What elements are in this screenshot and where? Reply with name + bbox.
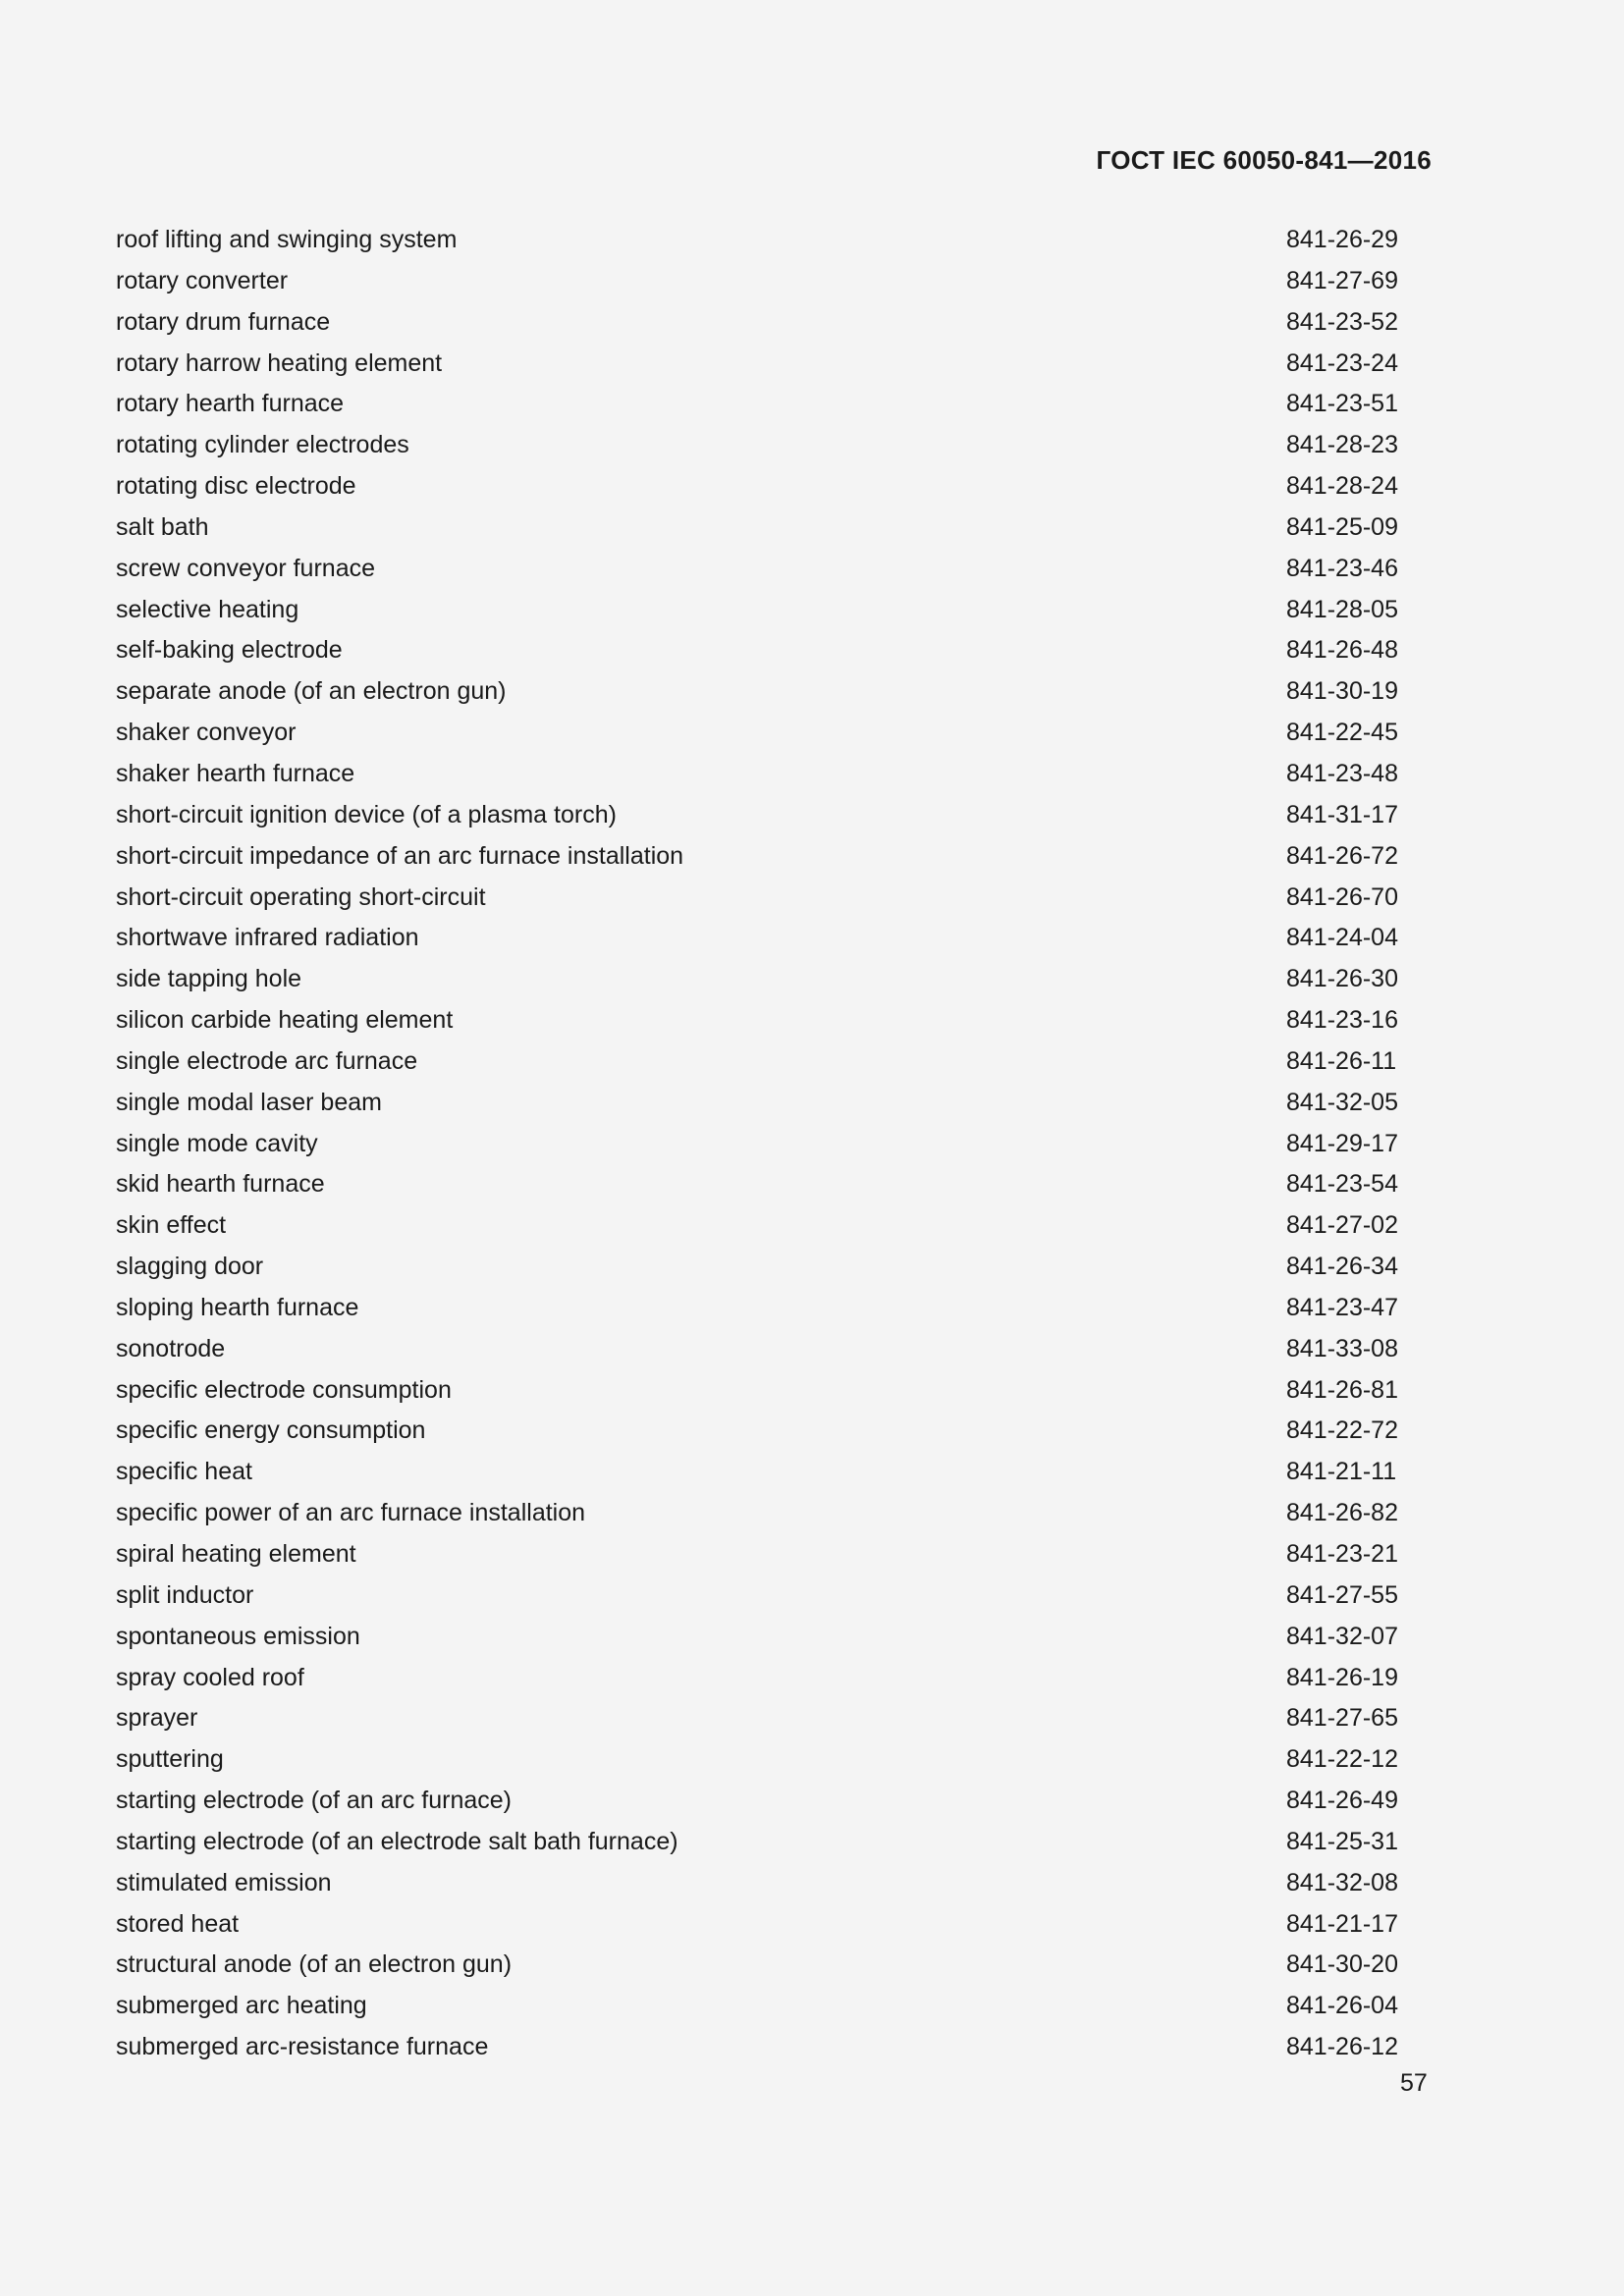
index-entry	[116, 1698, 1400, 1739]
index-entry	[116, 1370, 1400, 1412]
index-entry	[116, 384, 1400, 425]
index-entry	[116, 1247, 1400, 1288]
index-code: 841-23-46	[1286, 554, 1398, 582]
term-index-list	[116, 220, 1400, 2068]
index-code: 841-26-04	[1286, 1992, 1398, 2020]
index-term: spontaneous emission	[116, 1622, 360, 1650]
index-term: sonotrode	[116, 1334, 226, 1362]
index-term: structural anode (of an electron gun)	[116, 1950, 513, 1979]
index-term: spray cooled roof	[116, 1663, 304, 1691]
index-term: rotating disc electrode	[116, 472, 356, 501]
index-term: single modal laser beam	[116, 1088, 382, 1116]
index-entry	[116, 302, 1400, 344]
index-entry	[116, 590, 1400, 631]
index-code: 841-23-21	[1286, 1540, 1398, 1568]
index-term: sloping hearth furnace	[116, 1293, 359, 1321]
index-code: 841-28-24	[1286, 472, 1398, 501]
index-entry	[116, 466, 1400, 507]
index-entry	[116, 918, 1400, 959]
index-entry	[116, 878, 1400, 919]
index-entry	[116, 425, 1400, 466]
index-term: silicon carbide heating element	[116, 1006, 454, 1035]
index-code: 841-28-05	[1286, 595, 1398, 623]
index-entry	[116, 1575, 1400, 1617]
index-term: slagging door	[116, 1253, 264, 1281]
index-term: skid hearth furnace	[116, 1170, 325, 1199]
index-code: 841-21-11	[1286, 1458, 1397, 1486]
index-code: 841-26-72	[1286, 841, 1398, 870]
index-term: specific energy consumption	[116, 1416, 426, 1445]
index-code: 841-25-31	[1286, 1827, 1398, 1855]
index-code: 841-27-69	[1286, 266, 1398, 294]
index-entry	[116, 836, 1400, 878]
index-entry	[116, 1329, 1400, 1370]
index-code: 841-23-47	[1286, 1293, 1398, 1321]
index-code: 841-26-11	[1286, 1046, 1397, 1075]
index-entry	[116, 2027, 1400, 2068]
index-code: 841-33-08	[1286, 1334, 1398, 1362]
index-term: shaker hearth furnace	[116, 759, 355, 787]
index-term: screw conveyor furnace	[116, 554, 376, 582]
index-code: 841-21-17	[1286, 1909, 1398, 1938]
index-term: starting electrode (of an electrode salt bath furnace)	[116, 1827, 678, 1855]
index-term: short-circuit operating short-circuit	[116, 882, 486, 911]
index-code: 841-26-70	[1286, 882, 1398, 911]
index-term: stimulated emission	[116, 1868, 332, 1896]
index-term: specific power of an arc furnace installation	[116, 1499, 586, 1527]
index-term: salt bath	[116, 512, 209, 541]
index-term: spiral heating element	[116, 1540, 356, 1568]
index-code: 841-27-65	[1286, 1704, 1398, 1733]
index-entry	[116, 1205, 1400, 1247]
document-header: ГОСТ IEC 60050-841—2016	[1096, 145, 1432, 175]
index-term: rotary hearth furnace	[116, 390, 345, 418]
index-code: 841-32-07	[1286, 1622, 1398, 1650]
index-entry	[116, 1493, 1400, 1534]
index-code: 841-27-02	[1286, 1211, 1398, 1240]
index-code: 841-30-19	[1286, 677, 1398, 706]
index-entry	[116, 344, 1400, 385]
index-code: 841-23-54	[1286, 1170, 1398, 1199]
index-code: 841-29-17	[1286, 1129, 1398, 1157]
index-code: 841-28-23	[1286, 431, 1398, 459]
index-term: single electrode arc furnace	[116, 1046, 418, 1075]
index-term: selective heating	[116, 595, 299, 623]
index-term: self-baking electrode	[116, 636, 343, 665]
index-entry	[116, 1658, 1400, 1699]
index-code: 841-26-12	[1286, 2033, 1398, 2061]
index-entry	[116, 220, 1400, 261]
index-entry	[116, 713, 1400, 754]
index-term: separate anode (of an electron gun)	[116, 677, 507, 706]
index-term: side tapping hole	[116, 965, 302, 993]
index-entry	[116, 1945, 1400, 1986]
index-term: starting electrode (of an arc furnace)	[116, 1787, 512, 1815]
index-term: roof lifting and swinging system	[116, 226, 458, 253]
index-code: 841-22-72	[1286, 1416, 1398, 1445]
index-term: shaker conveyor	[116, 719, 297, 747]
index-entry	[116, 1534, 1400, 1575]
index-entry	[116, 1452, 1400, 1493]
index-entry	[116, 630, 1400, 671]
index-code: 841-30-20	[1286, 1950, 1398, 1979]
index-term: shortwave infrared radiation	[116, 924, 419, 952]
index-code: 841-26-34	[1286, 1253, 1398, 1281]
index-code: 841-22-12	[1286, 1745, 1398, 1774]
index-entry	[116, 1781, 1400, 1822]
index-entry	[116, 1124, 1400, 1165]
index-entry	[116, 1617, 1400, 1658]
index-code: 841-23-52	[1286, 307, 1398, 336]
index-code: 841-26-49	[1286, 1787, 1398, 1815]
index-entry	[116, 1411, 1400, 1452]
index-entry	[116, 549, 1400, 590]
index-code: 841-26-19	[1286, 1663, 1398, 1691]
index-entry	[116, 1986, 1400, 2027]
index-code: 841-23-48	[1286, 759, 1398, 787]
index-code: 841-32-05	[1286, 1088, 1398, 1116]
index-term: rotary drum furnace	[116, 307, 331, 336]
index-term: short-circuit impedance of an arc furnace installation	[116, 841, 684, 870]
index-entry	[116, 1083, 1400, 1124]
index-entry	[116, 671, 1400, 713]
index-code: 841-24-04	[1286, 924, 1398, 952]
index-code: 841-23-16	[1286, 1006, 1398, 1035]
index-term: rotating cylinder electrodes	[116, 431, 409, 459]
index-term: submerged arc-resistance furnace	[116, 2033, 489, 2061]
index-entry	[116, 1822, 1400, 1863]
index-entry	[116, 1041, 1400, 1083]
index-code: 841-27-55	[1286, 1580, 1398, 1609]
index-code: 841-23-24	[1286, 348, 1398, 377]
index-entry	[116, 959, 1400, 1000]
index-term: submerged arc heating	[116, 1992, 367, 2020]
index-code: 841-26-82	[1286, 1499, 1398, 1527]
index-entry	[116, 1164, 1400, 1205]
index-entry	[116, 795, 1400, 836]
page-number: 57	[1400, 2069, 1428, 2097]
index-code: 841-25-09	[1286, 512, 1398, 541]
index-code: 841-26-48	[1286, 636, 1398, 665]
index-term: specific electrode consumption	[116, 1375, 452, 1404]
index-term: short-circuit ignition device (of a plasma torch)	[116, 800, 617, 828]
index-term: stored heat	[116, 1909, 240, 1938]
index-term: single mode cavity	[116, 1129, 318, 1157]
index-term: skin effect	[116, 1211, 227, 1240]
index-entry	[116, 261, 1400, 302]
index-term: sprayer	[116, 1704, 198, 1733]
index-term: specific heat	[116, 1458, 252, 1486]
index-code: 841-31-17	[1286, 800, 1398, 828]
index-entry	[116, 1000, 1400, 1041]
index-code: 841-26-29	[1286, 226, 1398, 253]
index-code: 841-26-30	[1286, 965, 1398, 993]
index-term: rotary converter	[116, 266, 289, 294]
index-term: split inductor	[116, 1580, 254, 1609]
index-entry	[116, 1288, 1400, 1329]
index-entry	[116, 507, 1400, 549]
index-code: 841-23-51	[1286, 390, 1398, 418]
index-entry	[116, 1904, 1400, 1946]
index-entry	[116, 1739, 1400, 1781]
index-code: 841-26-81	[1286, 1375, 1398, 1404]
index-term: rotary harrow heating element	[116, 348, 443, 377]
index-entry	[116, 1863, 1400, 1904]
index-code: 841-22-45	[1286, 719, 1398, 747]
index-term: sputtering	[116, 1745, 224, 1774]
index-code: 841-32-08	[1286, 1868, 1398, 1896]
index-entry	[116, 754, 1400, 795]
